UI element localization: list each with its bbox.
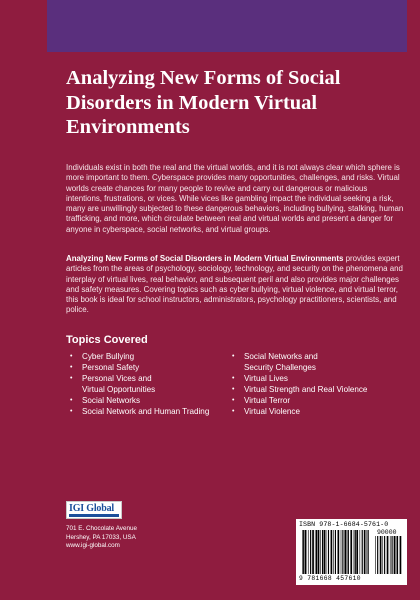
topic-item bbox=[232, 384, 402, 395]
bullet-icon: • bbox=[232, 353, 235, 360]
topic-item bbox=[232, 395, 402, 406]
topic-item-label: Virtual Strength and Real Violence bbox=[244, 385, 368, 394]
address-line-2: Hershey, PA 17033, USA bbox=[66, 533, 136, 541]
barcode-bar bbox=[360, 530, 361, 574]
barcode-main-icon bbox=[302, 530, 370, 574]
publisher-logo-stripe bbox=[69, 514, 119, 517]
barcode-bar bbox=[341, 530, 342, 574]
bullet-icon: • bbox=[70, 364, 73, 371]
address-line-1: 701 E. Chocolate Avenue bbox=[66, 525, 137, 532]
topic-item-label: Cyber Bullying bbox=[82, 352, 135, 361]
barcode-bar bbox=[384, 536, 385, 574]
barcode-bar bbox=[338, 530, 340, 574]
barcode-bar bbox=[364, 530, 366, 574]
barcode-bar bbox=[394, 536, 396, 574]
topic-item bbox=[70, 395, 230, 406]
barcode-addon-icon bbox=[375, 536, 403, 574]
bullet-icon: • bbox=[232, 397, 235, 404]
barcode-bar bbox=[328, 530, 329, 574]
barcode-bar bbox=[356, 530, 358, 574]
barcode-bar bbox=[380, 536, 382, 574]
publisher-address bbox=[66, 525, 137, 551]
barcode-bar bbox=[303, 530, 304, 574]
description-paragraph-2 bbox=[66, 254, 404, 316]
bullet-icon: • bbox=[232, 386, 235, 393]
bullet-icon: • bbox=[70, 353, 73, 360]
topic-item bbox=[70, 406, 230, 417]
topic-item bbox=[232, 351, 402, 373]
barcode-bar bbox=[367, 530, 368, 574]
topic-item-label: Personal Vices and Virtual Opportunities bbox=[82, 374, 156, 394]
book-title: Analyzing New Forms of Social Disorders in Modern Virtual Environments bbox=[66, 67, 341, 138]
barcode-bar bbox=[392, 536, 393, 574]
publisher-website: www.igi-global.com bbox=[66, 542, 120, 550]
barcode-bar bbox=[354, 530, 355, 574]
barcode-bar bbox=[322, 530, 323, 574]
topic-item-label: Social Networks bbox=[82, 396, 141, 405]
bullet-icon: • bbox=[70, 408, 73, 415]
publisher-logo bbox=[66, 501, 122, 519]
topic-item-label: Personal Safety bbox=[82, 363, 140, 372]
barcode-bar bbox=[333, 530, 334, 574]
barcode-bar bbox=[400, 536, 402, 574]
barcode-bar bbox=[368, 530, 369, 574]
bullet-icon: • bbox=[232, 408, 235, 415]
barcode-bar bbox=[350, 530, 352, 574]
barcode-bar bbox=[308, 530, 309, 574]
barcode-bar bbox=[375, 536, 376, 574]
description-paragraph-2-text: provides expert articles from the areas of psychology, sociology, technology, and security on the phenomena and interplay of virtual lives, real behavior, and subsequent peril and also provides major challenges and safety measures. Covering topics such as cyber bullying, virtual violence, and virtual terror, this book is ideal for school instructors, administrators, psychology practitioners, scientists, and police. bbox=[66, 254, 403, 315]
isbn-barcode-box bbox=[296, 519, 407, 585]
barcode-bar bbox=[344, 530, 346, 574]
topic-item bbox=[70, 351, 230, 362]
barcode-bar bbox=[362, 530, 363, 574]
barcode-bar bbox=[331, 530, 333, 574]
barcode-bar bbox=[318, 530, 320, 574]
description-paragraph-1: Individuals exist in both the real and the virtual worlds, and it is not always clear which sphere is more important to them. Cyberspace provides many opportunities, challenges, and risks. Virtual worlds create chances for many people to revive and carry out dangerous or malicious intentions, frustrations, or vices. While vices like gambling impact the individual seeking a risk, many are unwillingly subjected to these dangerous behaviors, including bullying, stalking, human trafficking, and more, which circulate between real and virtual worlds and present a danger for anyone in cyberspace, social networks, and virtual groups. bbox=[66, 163, 404, 234]
barcode-bar bbox=[316, 530, 317, 574]
barcode-bar bbox=[342, 530, 343, 574]
topic-item bbox=[70, 362, 230, 373]
bullet-icon: • bbox=[70, 375, 73, 382]
barcode-number: 9 781668 457610 bbox=[299, 575, 361, 582]
barcode-bar bbox=[382, 536, 383, 574]
header-color-block bbox=[47, 0, 407, 52]
barcode-bar bbox=[335, 530, 336, 574]
topic-item bbox=[232, 373, 402, 384]
topic-item-label: Virtual Terror bbox=[244, 396, 291, 405]
bullet-icon: • bbox=[232, 375, 235, 382]
barcode-bar bbox=[310, 530, 311, 574]
barcode-bar bbox=[390, 536, 391, 574]
topics-list-right bbox=[232, 351, 402, 417]
topic-item-label: Virtual Violence bbox=[244, 407, 300, 416]
isbn-label: ISBN 978-1-6684-5761-0 bbox=[299, 521, 389, 528]
barcode-bar bbox=[397, 536, 398, 574]
barcode-bar bbox=[396, 536, 397, 574]
publisher-logo-text: IGI Global bbox=[69, 503, 114, 514]
topic-item-label: Social Networks and Security Challenges bbox=[244, 352, 318, 372]
bullet-icon: • bbox=[70, 397, 73, 404]
topics-list-left bbox=[70, 351, 230, 417]
barcode-bar bbox=[320, 530, 321, 574]
barcode-bar bbox=[302, 530, 303, 574]
barcode-bar bbox=[305, 530, 307, 574]
barcode-bar bbox=[355, 530, 356, 574]
addon-number: 90000 bbox=[377, 529, 397, 536]
barcode-bar bbox=[324, 530, 326, 574]
barcode-bar bbox=[326, 530, 327, 574]
topic-item-label: Social Network and Human Trading bbox=[82, 407, 210, 416]
barcode-bar bbox=[312, 530, 314, 574]
barcode-bar bbox=[377, 536, 378, 574]
barcode-bar bbox=[347, 530, 348, 574]
barcode-bar bbox=[348, 530, 349, 574]
topic-item-label: Virtual Lives bbox=[244, 374, 288, 383]
description-book-title: Analyzing New Forms of Social Disorders in Modern Virtual Environments bbox=[66, 254, 344, 263]
barcode-bar bbox=[387, 536, 389, 574]
barcode-bar bbox=[315, 530, 316, 574]
topics-heading: Topics Covered bbox=[66, 334, 148, 346]
topic-item bbox=[70, 373, 230, 395]
topic-item bbox=[232, 406, 402, 417]
